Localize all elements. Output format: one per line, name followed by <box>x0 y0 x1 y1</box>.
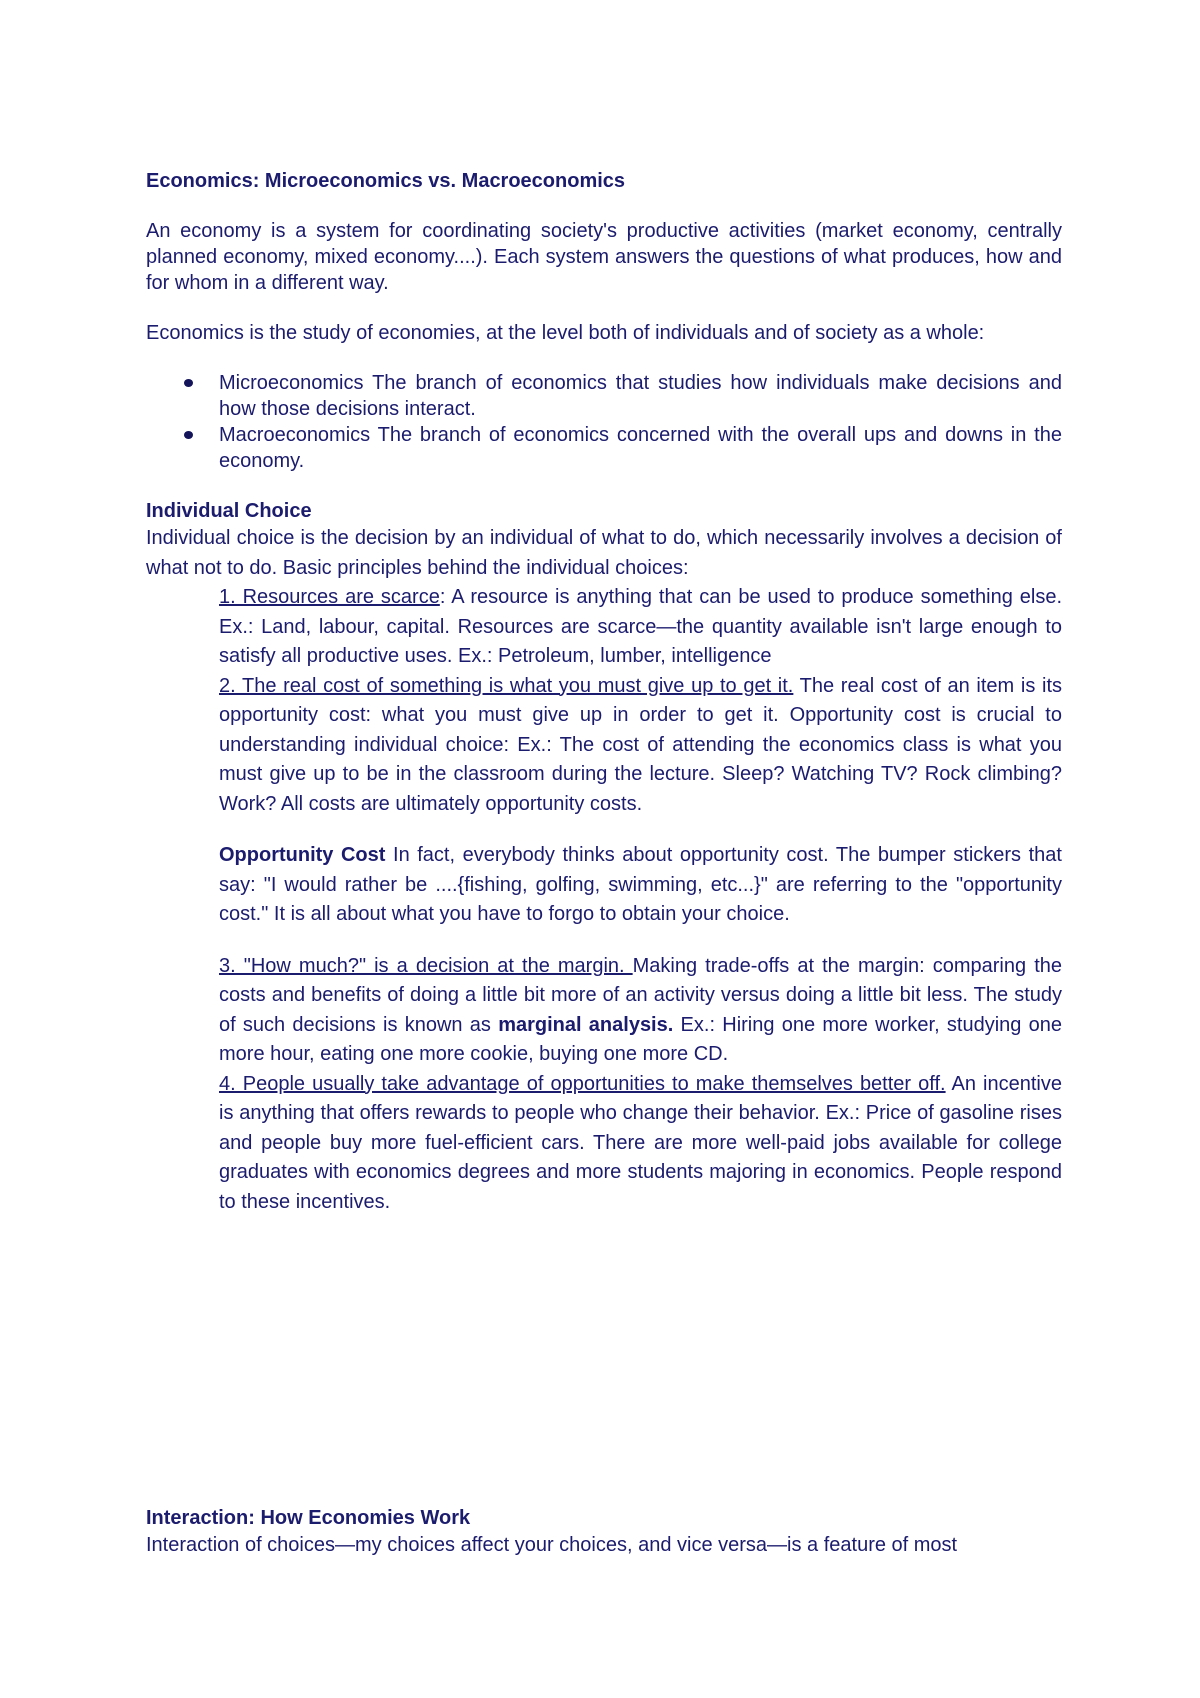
principle-3-text-b: Ex.: Hiring one more worker, studying one more hour, eating one more cookie, buying one more CD. <box>219 1013 1063 1065</box>
principle-4 <box>219 1070 1062 1218</box>
list-item <box>146 370 1062 422</box>
principle-2-title: 2. The real cost of something is what you must give up to get it. <box>219 674 794 697</box>
principle-4-title: 4. People usually take advantage of opportunities to make themselves better off. <box>219 1072 946 1095</box>
individual-choice-heading: Individual Choice <box>146 500 312 522</box>
principle-1-text: : A resource is anything that can be used to produce something else. Ex.: Land, labour, capital. Resources are scarce—the quantity available isn't large enough to satisfy all productive uses. Ex.: Petroleum, lumber, intelligence <box>219 586 1063 667</box>
document-content <box>146 168 1062 1217</box>
principle-1-title: 1. Resources are scarce <box>219 586 440 608</box>
principle-3-title: 3. "How much?" is a decision at the margin. <box>219 954 633 977</box>
principle-3 <box>219 952 1062 1070</box>
interaction-heading: Interaction: How Economies Work <box>146 1507 471 1529</box>
document-title: Economics: Microeconomics vs. Macroeconomics <box>146 170 626 192</box>
individual-choice-paragraph: Individual choice is the decision by an individual of what to do, which necessarily involves a decision of what not to do. Basic principles behind the individual choices: <box>146 527 1062 579</box>
interaction-section <box>146 1505 1062 1559</box>
bullet-macroeconomics: Macroeconomics The branch of economics concerned with the overall ups and downs in the economy. <box>219 424 1062 472</box>
bullet-list <box>146 370 1062 474</box>
principles-block <box>219 583 1062 1217</box>
list-item <box>146 422 1062 474</box>
opportunity-cost-paragraph <box>219 841 1062 930</box>
principle-2 <box>219 672 1062 820</box>
opportunity-cost-text: In fact, everybody thinks about opportunity cost. The bumper stickers that say: "I would rather be ....{fishing, golfing, swimming, etc...}" are referring to the "opportunity cost." It is all about what you have to forgo to obtain your choice. <box>219 844 1062 925</box>
intro-paragraph: An economy is a system for coordinating society's productive activities (market economy, centrally planned economy, mixed economy....). Each system answers the questions of what produces, how and for whom in a different way. <box>146 220 1062 294</box>
bullet-icon <box>184 379 193 387</box>
opportunity-cost-title: Opportunity Cost <box>219 844 386 866</box>
marginal-analysis-term: marginal analysis. <box>498 1013 674 1036</box>
study-paragraph: Economics is the study of economies, at the level both of individuals and of society as a whole: <box>146 322 985 344</box>
principle-1 <box>219 583 1062 672</box>
bullet-microeconomics: Microeconomics The branch of economics that studies how individuals make decisions and how those decisions interact. <box>219 372 1062 420</box>
principle-2-text: The real cost of an item is its opportunity cost: what you must give up in order to get it. Opportunity cost is crucial to understanding individual choice: Ex.: The cost of attending the economics class is what you must give up to be in the classroom during the lecture. Sleep? Watching TV? Rock climbing? Work? All costs are ultimately opportunity costs. <box>219 674 1062 815</box>
principle-4-text: An incentive is anything that offers rewards to people who change their behavior. Ex.: Price of gasoline rises and people buy more fuel-efficient cars. There are more well-paid jobs available for college graduates with economics degrees and more students majoring in economics. People respond to these incentives. <box>219 1072 1062 1213</box>
bullet-icon <box>184 431 193 439</box>
principle-3-text-a: Making trade-offs at the margin: comparing the costs and benefits of doing a little bit more of an activity versus doing a little bit less. The study of such decisions is known as <box>219 954 1062 1036</box>
interaction-paragraph: Interaction of choices—my choices affect your choices, and vice versa—is a feature of most <box>146 1534 958 1556</box>
